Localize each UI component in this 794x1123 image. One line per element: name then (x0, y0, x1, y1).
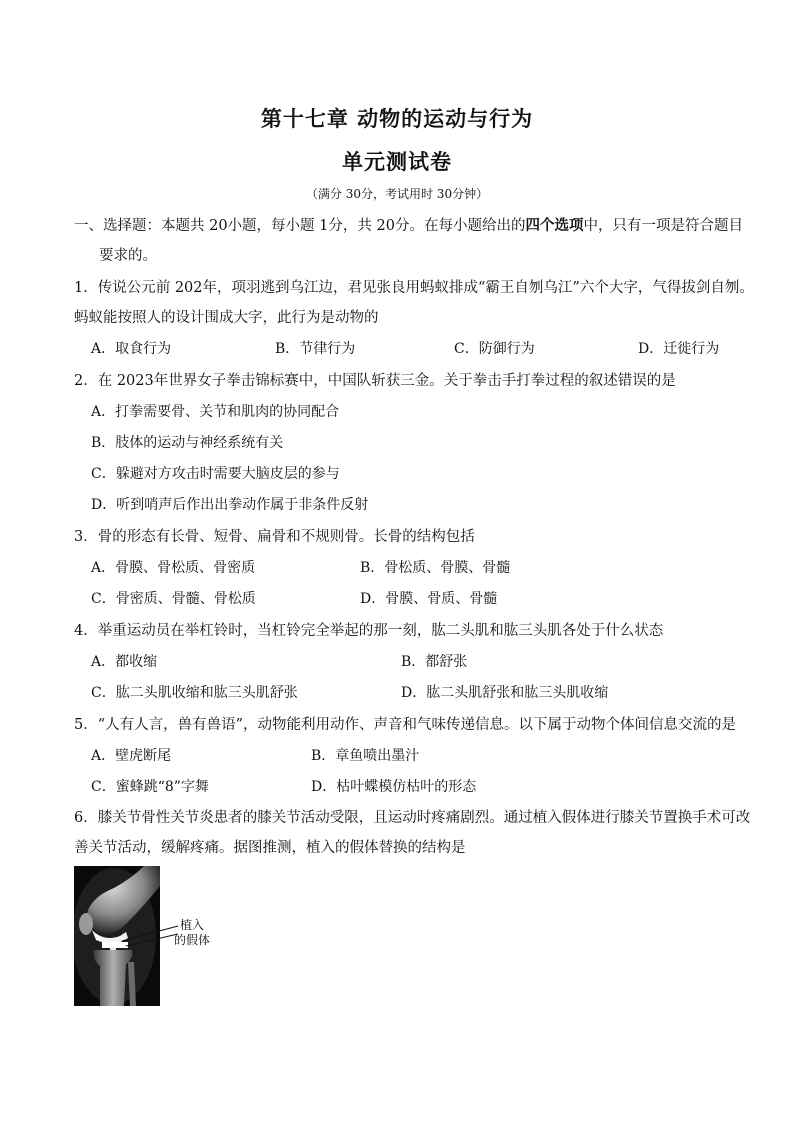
q2-option-a: A．打拳需要骨、关节和肌肉的协同配合 (91, 404, 340, 420)
q4-option-c: C．肱二头肌收缩和肱三头肌舒张 (91, 685, 298, 701)
question-6-stem-cont: 善关节活动，缓解疼痛。据图推测，植入的假体替换的结构是 (74, 840, 466, 856)
score-time-note: （满分 30分，考试用时 30分钟） (305, 187, 489, 201)
figure-label-implant: 植入 (180, 918, 205, 932)
q5-option-d: D．枯叶蝶模仿枯叶的形态 (311, 779, 477, 795)
q3-option-c: C．骨密质、骨髓、骨松质 (91, 591, 256, 607)
question-5-stem: 5．“人有人言，兽有兽语”，动物能利用动作、声音和气味传递信息。以下属于动物个体间信息交流的是 (74, 717, 737, 733)
q2-option-b: B．肢体的运动与神经系统有关 (91, 435, 284, 451)
q3-option-d: D．骨膜、骨质、骨髓 (360, 591, 498, 607)
q5-option-a: A．壁虎断尾 (91, 748, 172, 764)
section-instructions: 一、选择题：本题共 20小题，每小题 1分，共 20分。在每小题给出的四个选项中，只有一项是符合题目 (74, 217, 743, 234)
label-pointer-line-2 (126, 934, 178, 946)
page-title: 第十七章 动物的运动与行为 (260, 106, 534, 131)
q4-option-d: D．肱二头肌舒张和肱三头肌收缩 (401, 685, 609, 701)
q5-option-c: C．蜜蜂跳“8”字舞 (91, 779, 209, 795)
question-2-stem: 2．在 2023年世界女子拳击锦标赛中，中国队斩获三金。关于拳击手打拳过程的叙述错误的是 (74, 373, 676, 389)
q1-option-c: C．防御行为 (454, 341, 535, 357)
section-instructions-cont: 要求的。 (99, 248, 157, 264)
q1-option-b: B．节律行为 (275, 341, 356, 357)
q4-option-b: B．都舒张 (401, 654, 468, 670)
q1-option-d: D．迁徙行为 (638, 341, 720, 357)
question-1-stem: 1．传说公元前 202年，项羽逃到乌江边，君见张良用蚂蚁排成“霸王自刎乌江”六个大字，气得拔剑自刎。 (74, 280, 754, 296)
question-3-stem: 3．骨的形态有长骨、短骨、扁骨和不规则骨。长骨的结构包括 (74, 529, 475, 545)
q4-option-a: A．都收缩 (91, 654, 158, 670)
q5-option-b: B．章鱼喷出墨汁 (311, 748, 420, 764)
q3-option-b: B．骨松质、骨膜、骨髓 (360, 560, 511, 576)
figure-label-prosthesis: 的假体 (174, 933, 211, 947)
label-pointer-line-1 (122, 926, 178, 941)
question-1-stem-cont: 蚂蚁能按照人的设计围成大字，此行为是动物的 (74, 310, 379, 326)
q1-option-a: A．取食行为 (91, 341, 172, 357)
q3-option-a: A．骨膜、骨松质、骨密质 (91, 560, 256, 576)
question-4-stem: 4．举重运动员在举杠铃时，当杠铃完全举起的那一刻，肱二头肌和肱三头肌各处于什么状态 (74, 623, 664, 639)
q2-option-d: D．听到哨声后作出出拳动作属于非条件反射 (91, 497, 369, 513)
q2-option-c: C．躲避对方攻击时需要大脑皮层的参与 (91, 466, 340, 482)
page-subtitle: 单元测试卷 (342, 149, 452, 174)
question-6-stem: 6．膝关节骨性关节炎患者的膝关节活动受限，且运动时疼痛剧烈。通过植入假体进行膝关节置换手术可改 (74, 810, 751, 826)
